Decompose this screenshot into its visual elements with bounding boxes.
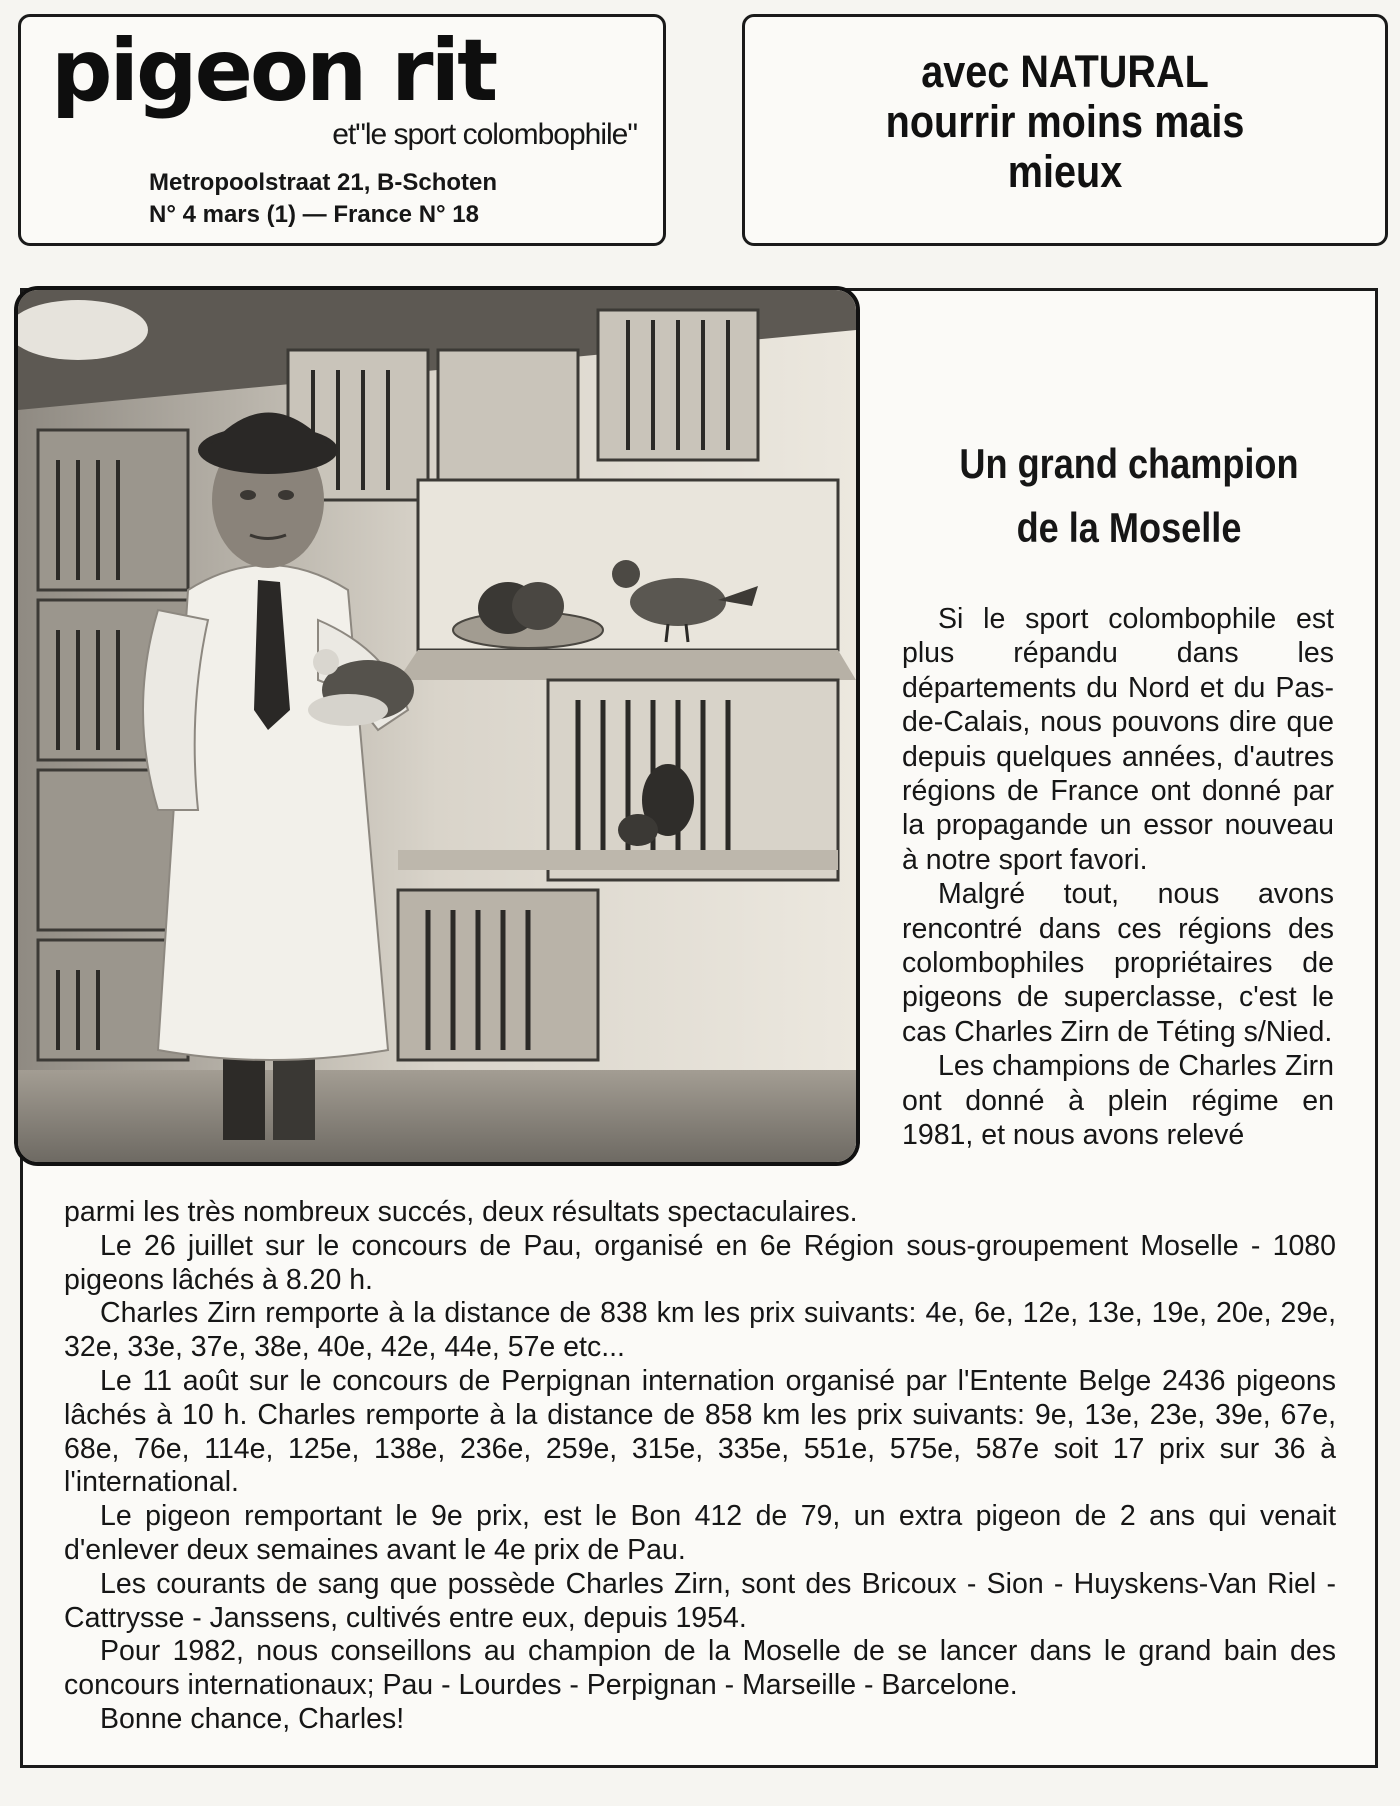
ad-line: mieux [1007, 146, 1123, 197]
masthead-address: Metropoolstraat 21, B-Schoten [149, 169, 498, 196]
photo-pigeon-loft [18, 290, 856, 1162]
advertisement-box [742, 14, 1388, 246]
article-column-right [902, 602, 1334, 1153]
masthead-subtitle: et"le sport colombophile" [332, 118, 637, 151]
ad-line: avec NATURAL [921, 46, 1209, 97]
headline-line: de la Moselle [1016, 504, 1242, 551]
article-paragraph: Si le sport colombophile est plus répandu dans les départements du Nord et du Pas-de-Calais, nous pouvons dire que depuis quelques années, d'autres régions de France ont donné par la propagande un essor nouveau à notre sport favori. [902, 603, 1334, 876]
article-paragraph: Bonne chance, Charles! [100, 1702, 405, 1735]
headline-line: Un grand champion [959, 440, 1299, 487]
article-body-full-width [64, 1196, 1336, 1737]
masthead [18, 14, 666, 246]
masthead-title: pigeon rit [51, 21, 496, 121]
article-photo [14, 286, 860, 1166]
ad-line: nourrir moins mais [885, 96, 1245, 147]
article-paragraph: Pour 1982, nous conseillons au champion de la Moselle de se lancer dans le grand bain des concours internationaux; Pau - Lourdes - Perpignan - Marseille - Barcelone. [64, 1635, 1336, 1702]
article-paragraph: Le 26 juillet sur le concours de Pau, organisé en 6e Région sous-groupement Moselle - 1080 pigeons lâchés à 8.20 h. [64, 1229, 1336, 1296]
article-paragraph: Le 11 août sur le concours de Perpignan internation organisé par l'Entente Belge 2436 pigeons lâchés à 10 h. Charles remporte à la distance de 858 km les prix suivants: 9e, 13e, 23e, 39e, 67e, 68e, 76e, 114e, 125e, 138e, 236e, 259e, 315e, 335e, 551e, 575e, 587e soit 17 prix sur 36 à l'international. [64, 1364, 1336, 1499]
article-paragraph: Le pigeon remportant le 9e prix, est le Bon 412 de 79, un extra pigeon de 2 ans qui venait d'enlever deux semaines avant le 4e prix de Pau. [64, 1500, 1336, 1566]
article-paragraph: Les courants de sang que possède Charles Zirn, sont des Bricoux - Sion - Huyskens-Van Riel - Cattrysse - Janssens, cultivés entre eux, depuis 1954. [64, 1567, 1336, 1634]
masthead-issue: N° 4 mars (1) — France N° 18 [149, 201, 479, 228]
article-paragraph: Malgré tout, nous avons rencontré dans ces régions des colombophiles propriétaires de pigeons de superclasse, c'est le cas Charles Zirn de Téting s/Nied. [902, 878, 1334, 1048]
article-paragraph: Les champions de Charles Zirn ont donné à plein régime en 1981, et nous avons relevé [902, 1050, 1334, 1152]
article-paragraph: Charles Zirn remporte à la distance de 838 km les prix suivants: 4e, 6e, 12e, 13e, 19e, 20e, 29e, 32e, 33e, 37e, 38e, 40e, 42e, 44e, 57e etc... [64, 1297, 1336, 1364]
article-headline [918, 432, 1339, 560]
article-paragraph: parmi les très nombreux succés, deux résultats spectaculaires. [64, 1196, 858, 1228]
